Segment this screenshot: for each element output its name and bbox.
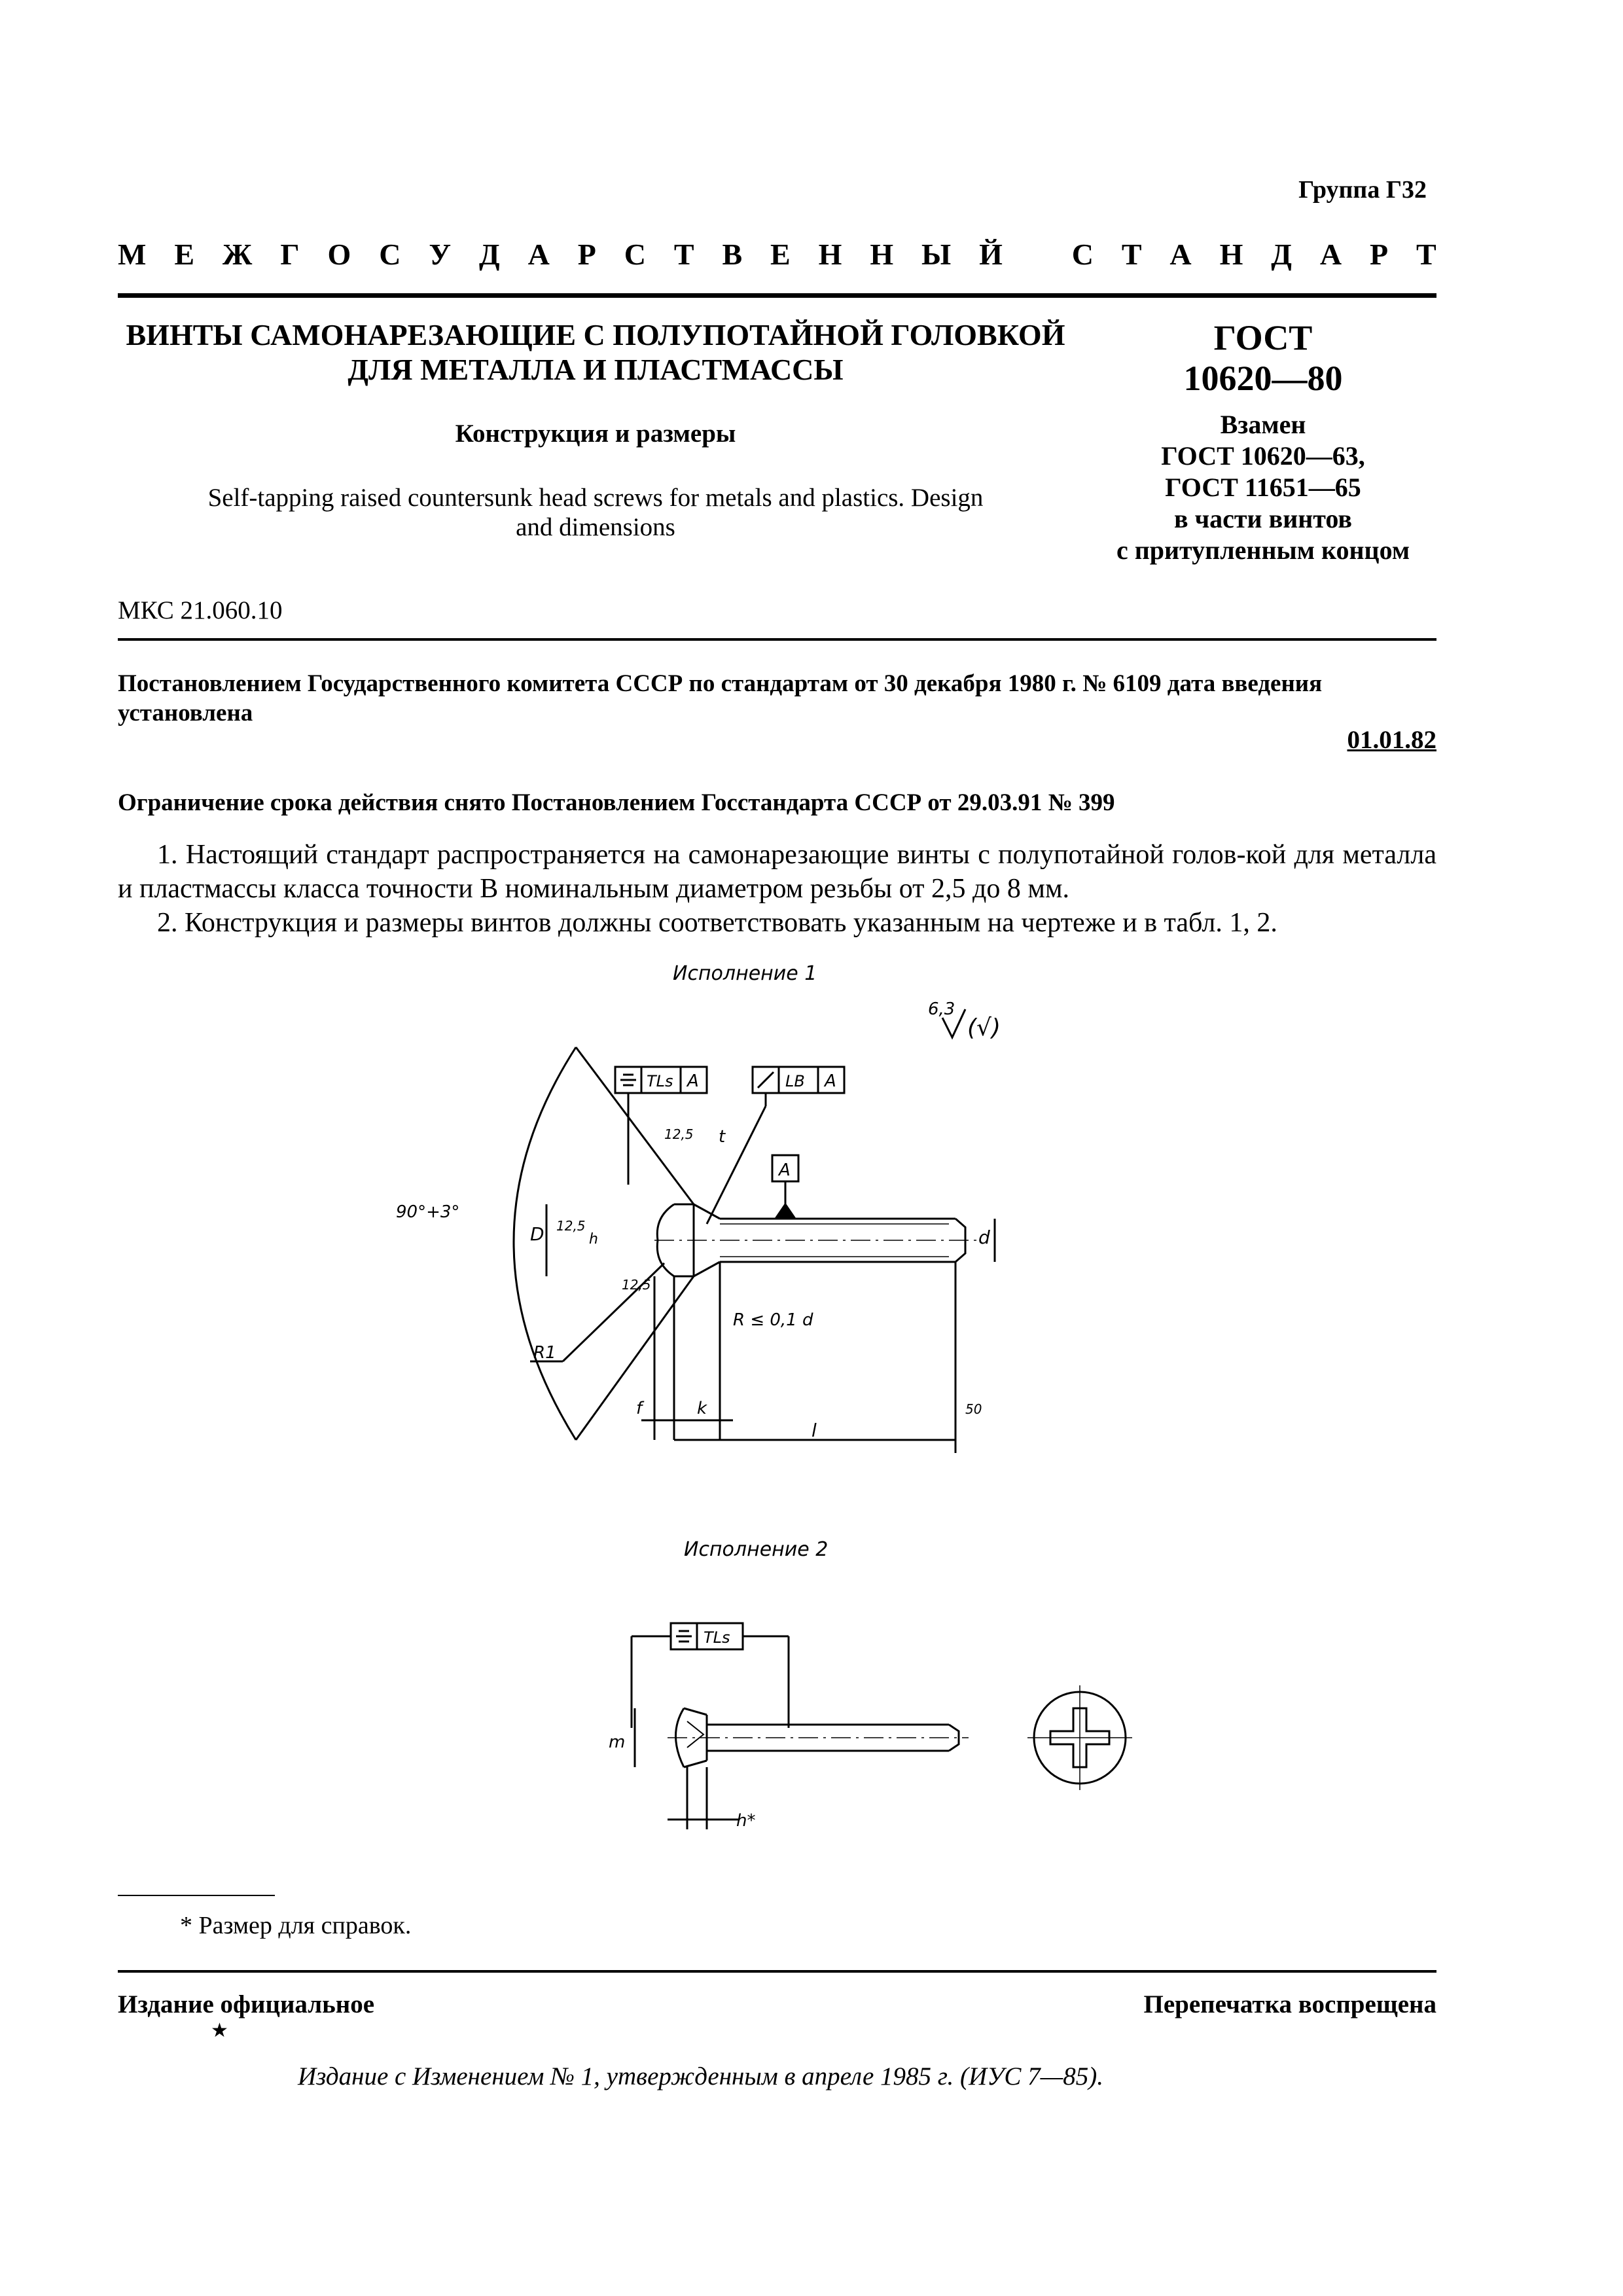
hstar-label: h* <box>736 1811 756 1831</box>
screw-drawing-version-2 <box>589 1610 1243 1859</box>
gost-designation <box>1073 317 1453 399</box>
heading-letter: Е <box>770 238 791 271</box>
length-label: l <box>812 1420 817 1441</box>
roughness-value: 6,3 <box>928 999 955 1019</box>
paragraph-2: 2. Конструкция и размеры винтов должны соответствовать указанным на чертеже и в табл. 1, 2. <box>157 908 1277 938</box>
heading-letter: Т <box>1121 238 1142 271</box>
screw-profile <box>654 1204 982 1276</box>
tolerance-frame-tls-2 <box>632 1623 789 1728</box>
heading-letter: С <box>624 238 646 271</box>
reprint-forbidden: Перепечатка воспрещена <box>1143 1990 1436 2018</box>
heading-letter: А <box>1319 238 1342 271</box>
m-label: m <box>609 1732 626 1752</box>
slot-depth-label: h <box>589 1231 598 1247</box>
heading-letter: М <box>118 238 147 271</box>
limitation-note: Ограничение срока действия снято Постановлением Госстандарта СССР от 29.03.91 № 399 <box>118 789 1115 816</box>
diameter-head-label: D <box>530 1223 544 1245</box>
replaces-line: ГОСТ 11651—65 <box>1165 473 1361 502</box>
roughness-label: 12,5 <box>664 1126 694 1142</box>
replaces-line: ГОСТ 10620—63, <box>1161 441 1365 471</box>
official-edition: Издание официальное <box>118 1990 375 2018</box>
thread-diameter-label: d <box>978 1227 990 1248</box>
k-label: k <box>697 1399 707 1418</box>
head-angle-dimension <box>396 1047 694 1440</box>
screw-drawing-version-1 <box>366 982 1099 1492</box>
tolerance-frame-lb <box>707 1067 844 1224</box>
gost-number: 10620—80 <box>1183 359 1343 398</box>
heading-letter: Е <box>174 238 195 271</box>
english-title <box>183 483 1008 542</box>
amendment-note: Издание с Изменением № 1, утвержденным в апреле 1985 г. (ИУС 7—85). <box>298 2062 1104 2090</box>
heading-letter: Й <box>979 238 1003 271</box>
mks-code: МКС 21.060.10 <box>118 596 283 624</box>
roughness-label: 50 <box>965 1401 982 1417</box>
datum-ref-a: A <box>687 1071 699 1091</box>
heading-letter: А <box>1169 238 1192 271</box>
heading-letter: Ж <box>222 238 253 271</box>
heading-letter: С <box>379 238 401 271</box>
datum-ref-a: A <box>825 1071 836 1091</box>
heading-letter: У <box>429 238 452 271</box>
heading-letter: Т <box>1416 238 1436 271</box>
figure-2-caption: Исполнение 2 <box>684 1538 829 1561</box>
english-title-line: and dimensions <box>516 513 675 541</box>
document-title <box>118 317 1073 387</box>
title-line-1: ВИНТЫ САМОНАРЕЗАЮЩИЕ С ПОЛУПОТАЙНОЙ ГОЛОВКОЙ <box>126 318 1065 351</box>
decree-text: Постановлением Государственного комитета СССР по стандартам от 30 декабря 1980 г. № 6109 дата введения установлена <box>118 670 1323 726</box>
roughness-paren: (√) <box>967 1014 1001 1041</box>
screw-profile-2 <box>668 1708 969 1767</box>
group-code: Группа Г32 <box>1298 176 1427 204</box>
heading-letter: О <box>327 238 351 271</box>
star-icon: ★ <box>211 2020 228 2041</box>
mks-rule <box>118 638 1436 641</box>
interstate-standard-heading <box>118 237 1436 272</box>
datum-a <box>772 1155 798 1219</box>
tolerance-frame-tls <box>615 1067 707 1185</box>
title-line-2: ДЛЯ МЕТАЛЛА И ПЛАСТМАССЫ <box>348 353 844 386</box>
heading-letter: Р <box>577 238 596 271</box>
introduction-date: 01.01.82 <box>1347 726 1436 754</box>
heading-letter: Н <box>1219 238 1243 271</box>
heading-letter: В <box>722 238 743 271</box>
replaces-line: с притупленным концом <box>1116 535 1410 565</box>
heading-letter: Д <box>1271 238 1292 271</box>
roughness-symbol <box>928 999 1001 1041</box>
heading-letter: Т <box>673 238 694 271</box>
footer-rule <box>118 1970 1436 1973</box>
heading-letter: А <box>527 238 550 271</box>
replaces-line: в части винтов <box>1173 504 1353 533</box>
replaces-line: Взамен <box>1220 410 1306 439</box>
heading-letter: Н <box>870 238 894 271</box>
heading-letter: Г <box>280 238 300 271</box>
cross-recess-view <box>1027 1685 1132 1790</box>
paragraph-1: 1. Настоящий стандарт распространяется на самонарезающие винты с полупотайной голов-кой для металла и пластмассы класса точности В номинальным диаметром резьбы от 2,5 до 8 мм. <box>118 840 1436 904</box>
footnote-rule <box>118 1895 275 1896</box>
heading-letter: Ы <box>921 238 952 271</box>
f-label: f <box>636 1399 643 1418</box>
heading-letter: Р <box>1369 238 1389 271</box>
datum-a-label: A <box>779 1160 791 1180</box>
gost-label: ГОСТ <box>1213 318 1313 357</box>
heading-letter: Н <box>818 238 842 271</box>
english-title-line: Self-tapping raised countersunk head screws for metals and plastics. Design <box>207 484 984 512</box>
heading-letter: Д <box>479 238 500 271</box>
heading-letter <box>1031 237 1044 272</box>
roughness-label: 12,5 <box>556 1218 586 1234</box>
heading-letter: С <box>1071 238 1094 271</box>
footnote: * Размер для справок. <box>180 1912 412 1939</box>
roughness-label: 12,5 <box>622 1277 651 1293</box>
tls-label: TLs <box>647 1072 673 1090</box>
header-rule <box>118 293 1436 298</box>
slot-t-label: t <box>719 1127 726 1147</box>
document-subtitle: Конструкция и размеры <box>455 420 736 448</box>
fillet-radius-label: R ≤ 0,1 d <box>733 1310 813 1330</box>
figure-1-caption: Исполнение 1 <box>673 962 817 985</box>
head-radius-label: R1 <box>533 1343 556 1363</box>
angle-label: 90°+3° <box>396 1202 460 1222</box>
gost-replaces <box>1073 409 1453 566</box>
tls-label-2: TLs <box>704 1628 730 1647</box>
lb-label: LB <box>785 1072 805 1090</box>
